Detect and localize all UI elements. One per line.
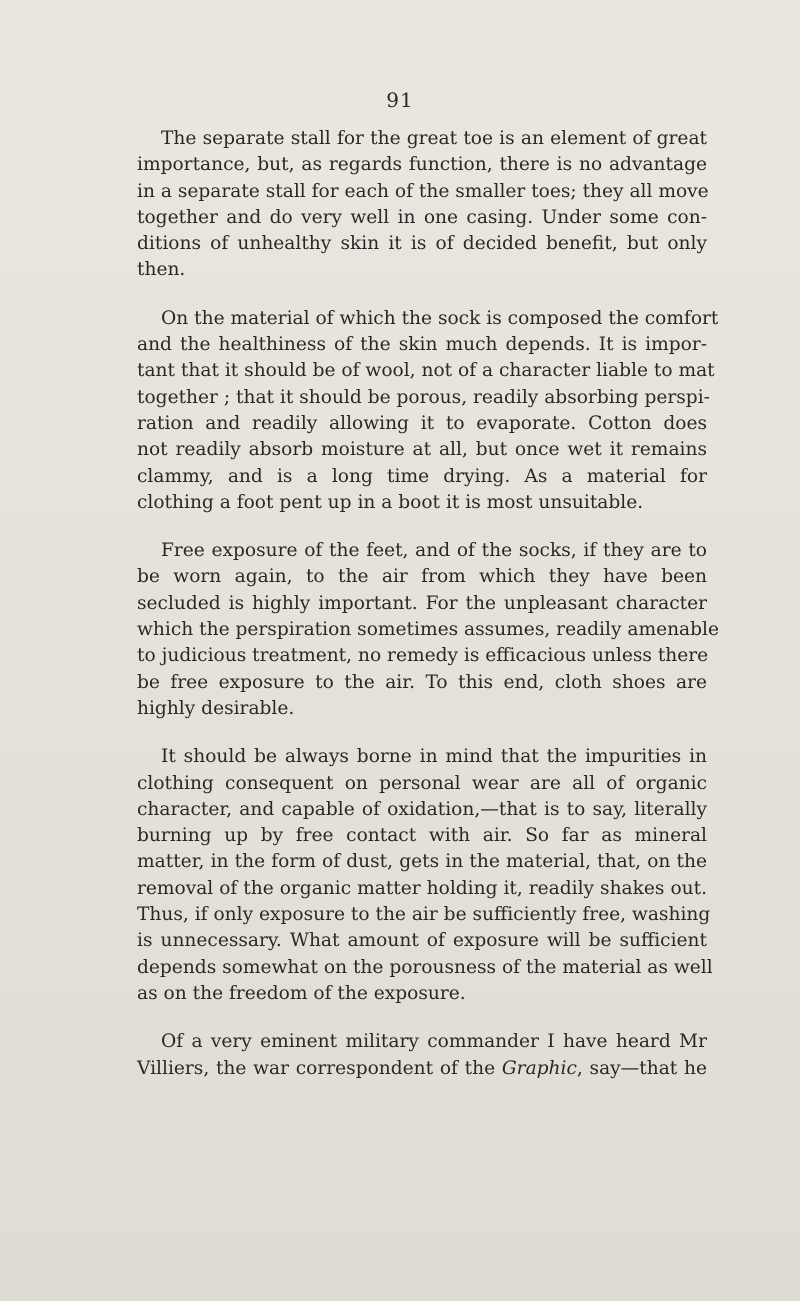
text-line: as on the freedom of the exposure. [137, 982, 466, 1004]
text-line: is unnecessary. What amount of exposure will be sufficient [137, 930, 707, 952]
text-line: importance, but, as regards function, there is no advantage [137, 154, 707, 176]
paragraph-sock-material [137, 306, 719, 516]
text-line: The separate stall for the great toe is an element of great [161, 128, 707, 149]
text-line: It should be always borne in mind that the impurities in [161, 746, 707, 768]
text-line: then. [137, 259, 186, 281]
text-line: together ; that it should be porous, readily absorbing perspi- [137, 386, 710, 408]
text-line: character, and capable of oxidation,—that is to say, literally [137, 798, 707, 820]
text-line: matter, in the form of dust, gets in the material, that, on the [137, 851, 707, 873]
text-line: tant that it should be of wool, not of a character liable to mat [137, 360, 715, 382]
text-line-final [137, 1056, 707, 1082]
text-line: and the healthiness of the skin much depends. It is impor- [137, 334, 707, 356]
paragraph-impurities [137, 744, 713, 1007]
text-line: Thus, if only exposure to the air be sufficiently free, washing [137, 904, 711, 926]
text-fragment: Villiers, the war correspondent of the [137, 1057, 502, 1079]
text-line: not readily absorb moisture at all, but once wet it remains [137, 439, 707, 461]
text-line: be free exposure to the air. To this end, cloth shoes are [137, 671, 707, 693]
body-text [137, 126, 719, 1104]
paragraph-free-exposure [137, 538, 719, 722]
paragraph-great-toe-stall [137, 126, 707, 284]
text-line: clothing a foot pent up in a boot it is most unsuitable. [137, 491, 644, 513]
text-line: secluded is highly important. For the unpleasant character [137, 592, 707, 614]
text-fragment: , say—that he [576, 1057, 707, 1079]
paragraph-military-commander [137, 1029, 707, 1082]
text-line: be worn again, to the air from which they have been [137, 566, 707, 588]
text-line: Of a very eminent military commander I have heard Mr [161, 1031, 707, 1053]
text-line: clothing consequent on personal wear are all of organic [137, 772, 707, 794]
page-number: 91 [386, 88, 414, 112]
text-line: together and do very well in one casing. Under some con- [137, 206, 707, 228]
text-line: ditions of unhealthy skin it is of decided benefit, but only [137, 233, 707, 255]
text-line: highly desirable. [137, 697, 295, 719]
text-line: depends somewhat on the porousness of the material as well [137, 956, 713, 978]
text-line: clammy, and is a long time drying. As a material for [137, 465, 707, 487]
publication-title: Graphic [501, 1057, 577, 1079]
text-line: ration and readily allowing it to evaporate. Cotton does [137, 412, 707, 434]
text-line: On the material of which the sock is composed the comfort [161, 307, 719, 329]
text-line: which the perspiration sometimes assumes, readily amenable [137, 619, 719, 641]
text-line: burning up by free contact with air. So far as mineral [137, 825, 707, 847]
text-line: Free exposure of the feet, and of the socks, if they are to [161, 540, 707, 562]
text-line: removal of the organic matter holding it, readily shakes out. [137, 877, 707, 899]
text-line: to judicious treatment, no remedy is efficacious unless there [137, 645, 709, 667]
text-line: in a separate stall for each of the smaller toes; they all move [137, 180, 709, 202]
